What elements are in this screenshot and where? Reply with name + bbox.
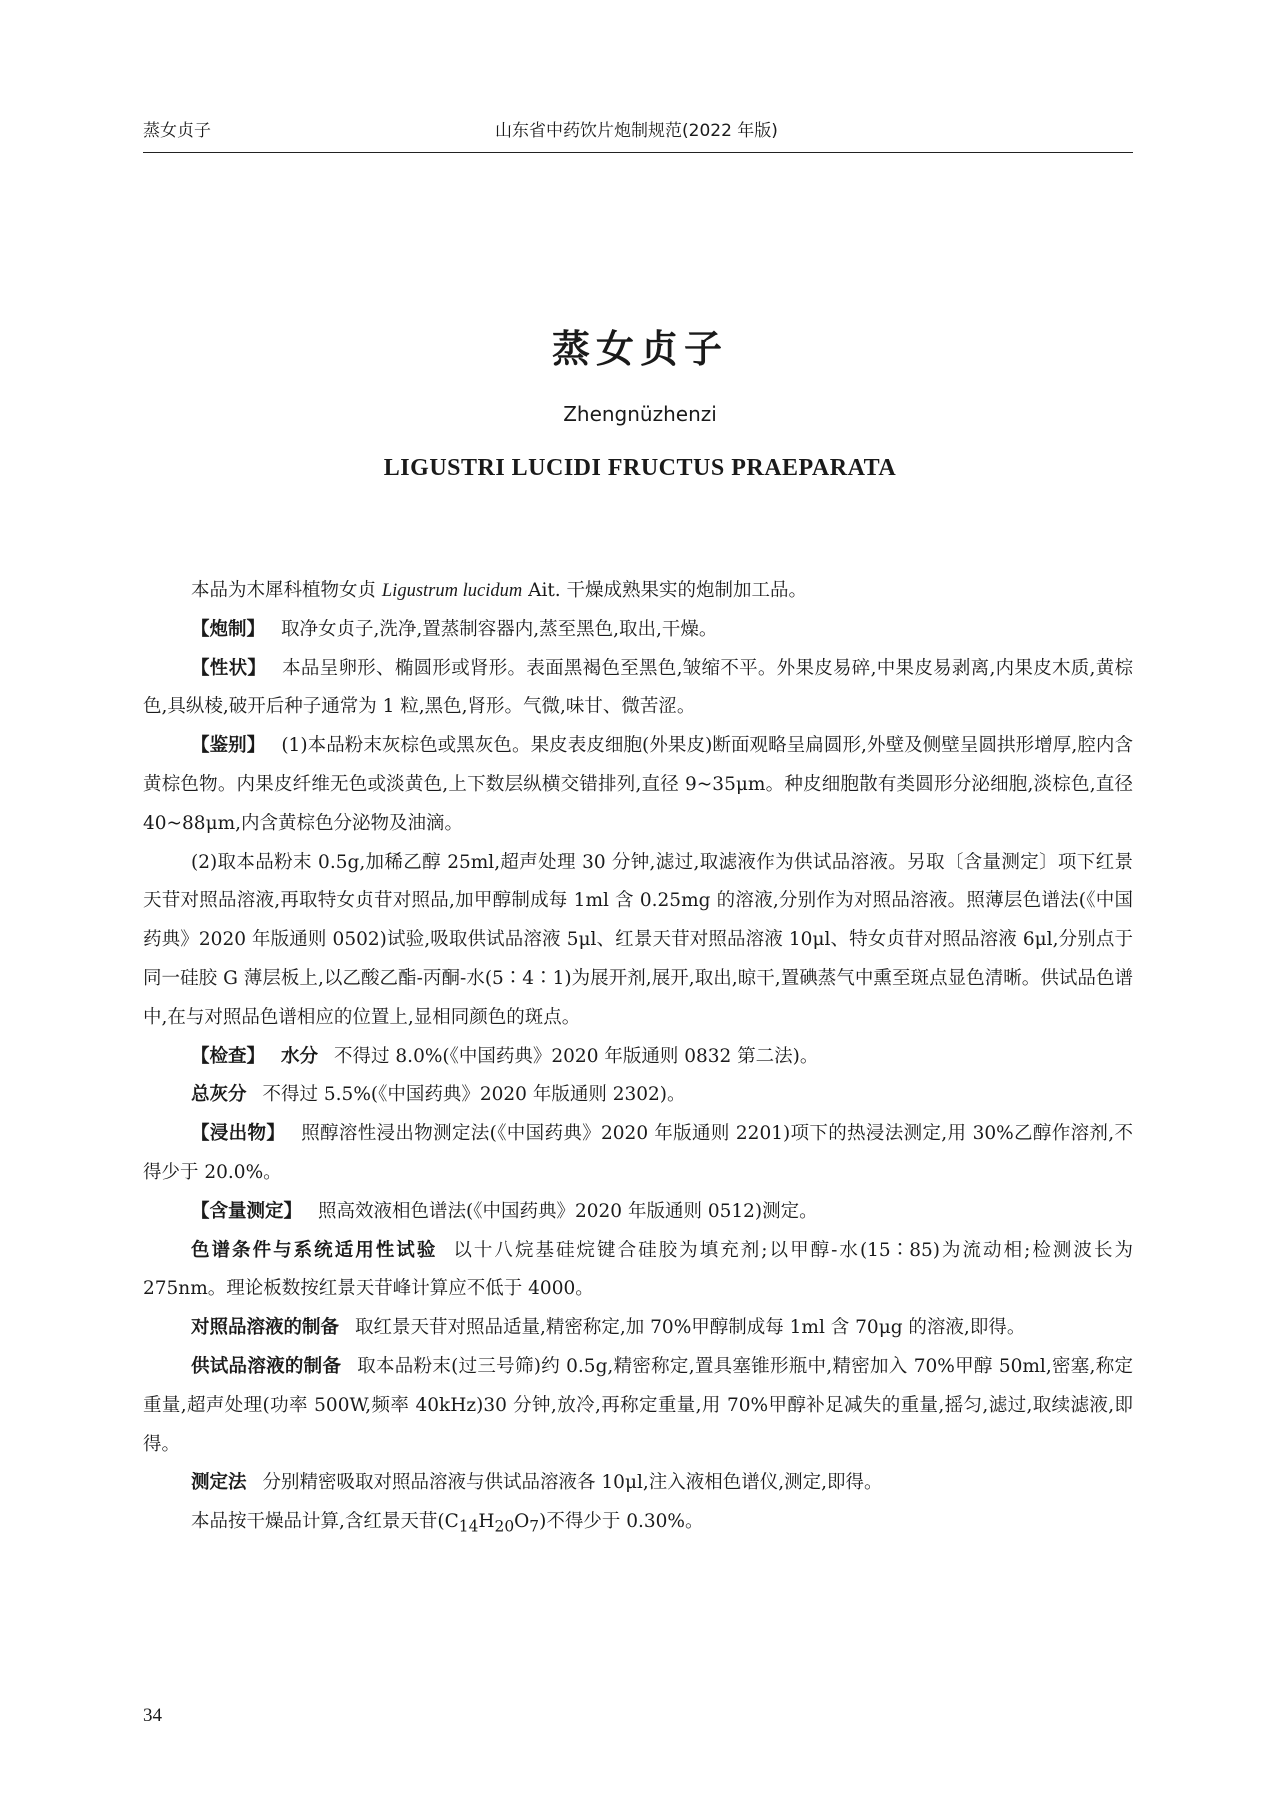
limit-suffix: )不得少于 0.30%。 [539, 1511, 704, 1533]
formula-sub-o: 7 [529, 1517, 540, 1536]
processing-text: 取净女贞子,洗净,置蒸制容器内,蒸至黑色,取出,干燥。 [281, 618, 718, 640]
method-text: 分别精密吸取对照品溶液与供试品溶液各 10μl,注入液相色谱仪,测定,即得。 [262, 1472, 883, 1494]
chromatography-paragraph [143, 1232, 1133, 1310]
section-head-identification: 【鉴别】 [191, 735, 266, 757]
chromatography-text: 以十八烷基硅烷键合硅胶为填充剂;以甲醇-水(15∶85)为流动相;检测波长为 275nm。理论板数按红景天苷峰计算应不低于 4000。 [143, 1239, 1133, 1300]
monograph-title: 蒸女贞子 [551, 327, 728, 371]
running-header [143, 112, 1133, 153]
method-paragraph [143, 1464, 1133, 1503]
ash-paragraph [143, 1076, 1133, 1115]
extract-text: 照醇溶性浸出物测定法(《中国药典》2020 年版通则 2201)项下的热浸法测定,用 30%乙醇作溶剂,不得少于 20.0%。 [143, 1123, 1133, 1183]
formula-h: H [478, 1511, 495, 1533]
test-solution-text: 取本品粉末(过三号筛)约 0.5g,精密称定,置具塞锥形瓶中,精密加入 70%甲醇 50ml,密塞,称定重量,超声处理(功率 500W,频率 40kHz)30 分钟,放冷,再称定重量,用 70%甲醇补足减失的重量,摇匀,滤过,取续滤液,即得。 [143, 1355, 1133, 1455]
description-paragraph [143, 650, 1133, 728]
assay-text: 照高效液相色谱法(《中国药典》2020 年版通则 0512)测定。 [318, 1200, 818, 1222]
method-head: 测定法 [191, 1472, 247, 1494]
monograph-body [143, 572, 1133, 1547]
chromatography-head: 色谱条件与系统适用性试验 [191, 1239, 438, 1261]
header-section-name: 蒸女贞子 [143, 121, 211, 141]
formula-sub-h: 20 [494, 1517, 515, 1536]
water-head: 水分 [281, 1045, 319, 1067]
ash-text: 不得过 5.5%(《中国药典》2020 年版通则 2302)。 [262, 1084, 686, 1106]
pinyin-name: Zhengnüzhenzi [563, 402, 717, 426]
limit-prefix: 本品按干燥品计算,含红景天苷(C [191, 1511, 459, 1533]
limit-paragraph [143, 1503, 1133, 1546]
identification-paragraph-1 [143, 727, 1133, 843]
ash-head: 总灰分 [191, 1084, 247, 1106]
reference-solution-paragraph [143, 1309, 1133, 1348]
intro-paragraph [143, 572, 1133, 611]
formula-sub-c: 14 [458, 1517, 479, 1536]
intro-suffix: Ait. 干燥成熟果实的炮制加工品。 [522, 580, 808, 601]
species-name: Ligustrum lucidum [381, 581, 523, 601]
section-head-extract: 【浸出物】 [191, 1123, 286, 1145]
assay-paragraph [143, 1193, 1133, 1232]
section-head-processing: 【炮制】 [191, 618, 266, 640]
reference-solution-head: 对照品溶液的制备 [191, 1317, 340, 1339]
page-number: 34 [143, 1705, 162, 1726]
reference-solution-text: 取红景天苷对照品适量,精密称定,加 70%甲醇制成每 1ml 含 70μg 的溶液,即得。 [355, 1317, 1026, 1339]
intro-prefix: 本品为木犀科植物女贞 [191, 580, 382, 601]
test-solution-paragraph [143, 1348, 1133, 1464]
header-book-title: 山东省中药饮片炮制规范(2022 年版) [495, 121, 778, 141]
water-text: 不得过 8.0%(《中国药典》2020 年版通则 0832 第二法)。 [334, 1045, 819, 1067]
inspection-paragraph [143, 1038, 1133, 1077]
description-text: 本品呈卵形、椭圆形或肾形。表面黑褐色至黑色,皱缩不平。外果皮易碎,中果皮易剥离,内果皮木质,黄棕色,具纵棱,破开后种子通常为 1 粒,黑色,肾形。气微,味甘、微苦涩。 [143, 657, 1133, 718]
section-head-assay: 【含量测定】 [191, 1200, 303, 1222]
identification-text-2: (2)取本品粉末 0.5g,加稀乙醇 25ml,超声处理 30 分钟,滤过,取滤液作为供试品溶液。另取〔含量测定〕项下红景天苷对照品溶液,再取特女贞苷对照品,加甲醇制成每 1ml 含 0.25mg 的溶液,分别作为对照品溶液。照薄层色谱法(《中国药典》2020 年版通则 0502)试验,吸取供试品溶液 5μl、红景天苷对照品溶液 10μl、特女贞苷对照品溶液 6μl,分别点于同一硅胶 G 薄层板上,以乙酸乙酯-丙酮-水(5∶4∶1)为展开剂,展开,取出,晾干,置碘蒸气中熏至斑点显色清晰。供试品色谱中,在与对照品色谱相应的位置上,显相同颜色的斑点。 [143, 851, 1133, 1028]
test-solution-head: 供试品溶液的制备 [191, 1355, 342, 1377]
identification-text-1: (1)本品粉末灰棕色或黑灰色。果皮表皮细胞(外果皮)断面观略呈扁圆形,外壁及侧壁呈圆拱形增厚,腔内含黄棕色物。内果皮纤维无色或淡黄色,上下数层纵横交错排列,直径 9~35μm。种皮细胞散有类圆形分泌细胞,淡棕色,直径 40~88μm,内含黄棕色分泌物及油滴。 [143, 735, 1133, 834]
processing-paragraph [143, 611, 1133, 650]
section-head-inspection: 【检查】 [191, 1045, 266, 1067]
formula-o: O [514, 1511, 530, 1533]
section-head-description: 【性状】 [191, 657, 267, 679]
latin-name: LIGUSTRI LUCIDI FRUCTUS PRAEPARATA [383, 455, 897, 481]
extract-paragraph [143, 1115, 1133, 1193]
identification-paragraph-2 [143, 844, 1133, 1038]
